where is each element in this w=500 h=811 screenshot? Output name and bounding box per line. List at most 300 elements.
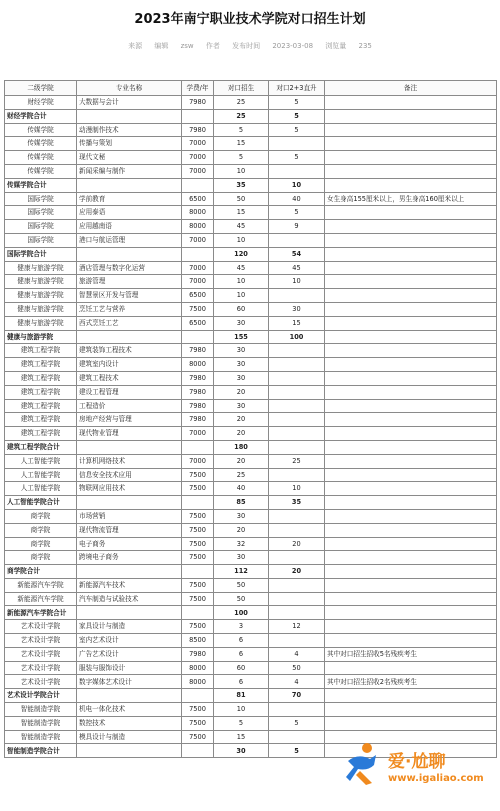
author-label: 作者 (205, 42, 220, 50)
cell-remarks (325, 689, 497, 703)
cell-college: 艺术设计学院合计 (5, 689, 77, 703)
cell-tuition: 7500 (182, 620, 214, 634)
watermark (340, 741, 500, 801)
cell-tuition: 6500 (182, 316, 214, 330)
cell-tuition: 7500 (182, 703, 214, 717)
enrollment-plan-table (4, 80, 497, 758)
publish-label: 发布时间 (232, 42, 261, 50)
cell-college: 传媒学院 (5, 137, 77, 151)
cell-college: 商学院 (5, 551, 77, 565)
cell-remarks (325, 496, 497, 510)
cell-2plus3 (269, 592, 325, 606)
cell-college: 人工智能学院合计 (5, 496, 77, 510)
cell-2plus3 (269, 385, 325, 399)
cell-college: 健康与旅游学院 (5, 302, 77, 316)
cell-remarks (325, 468, 497, 482)
cell-major: 传播与策划 (77, 137, 182, 151)
watermark-logo-icon (340, 741, 386, 787)
cell-2plus3: 100 (269, 330, 325, 344)
cell-major: 智慧景区开发与管理 (77, 289, 182, 303)
table-row (5, 703, 497, 717)
cell-2plus3: 10 (269, 178, 325, 192)
table-row (5, 468, 497, 482)
cell-major: 数字媒体艺术设计 (77, 675, 182, 689)
cell-2plus3 (269, 137, 325, 151)
cell-tuition (182, 109, 214, 123)
cell-tuition: 8000 (182, 206, 214, 220)
cell-direct-enrollment: 30 (214, 344, 269, 358)
cell-tuition: 6500 (182, 289, 214, 303)
cell-tuition (182, 565, 214, 579)
cell-2plus3 (269, 371, 325, 385)
cell-remarks (325, 178, 497, 192)
cell-2plus3: 30 (269, 302, 325, 316)
cell-2plus3: 5 (269, 151, 325, 165)
cell-tuition: 7500 (182, 468, 214, 482)
cell-tuition: 8000 (182, 220, 214, 234)
cell-direct-enrollment: 15 (214, 206, 269, 220)
cell-direct-enrollment: 10 (214, 164, 269, 178)
cell-tuition: 7500 (182, 537, 214, 551)
cell-major (77, 178, 182, 192)
publish-date: 2023-03-08 (272, 42, 314, 50)
cell-remarks (325, 220, 497, 234)
cell-tuition: 7500 (182, 302, 214, 316)
cell-college: 健康与旅游学院 (5, 261, 77, 275)
cell-remarks (325, 96, 497, 110)
cell-college: 智能制造学院 (5, 730, 77, 744)
cell-major: 建设工程管理 (77, 385, 182, 399)
cell-tuition: 7000 (182, 151, 214, 165)
table-row (5, 620, 497, 634)
header-remarks: 备注 (325, 81, 497, 96)
cell-remarks: 女生身高155厘米以上，男生身高160厘米以上 (325, 192, 497, 206)
subtotal-row (5, 440, 497, 454)
cell-direct-enrollment: 20 (214, 427, 269, 441)
table-row (5, 661, 497, 675)
cell-direct-enrollment: 20 (214, 385, 269, 399)
cell-remarks (325, 247, 497, 261)
cell-remarks (325, 523, 497, 537)
table-body (5, 96, 497, 758)
cell-remarks (325, 206, 497, 220)
table-row (5, 123, 497, 137)
cell-major: 西式烹饪工艺 (77, 316, 182, 330)
cell-college: 人工智能学院 (5, 468, 77, 482)
table-row (5, 344, 497, 358)
cell-remarks (325, 716, 497, 730)
cell-remarks (325, 620, 497, 634)
cell-college: 商学院 (5, 537, 77, 551)
cell-tuition: 7980 (182, 413, 214, 427)
cell-college: 建筑工程学院 (5, 399, 77, 413)
cell-college: 商学院 (5, 509, 77, 523)
cell-direct-enrollment: 10 (214, 233, 269, 247)
cell-major: 广告艺术设计 (77, 647, 182, 661)
cell-tuition: 7980 (182, 647, 214, 661)
views-label: 浏览量 (325, 42, 347, 50)
cell-direct-enrollment: 5 (214, 151, 269, 165)
cell-remarks: 其中对口招生招收5名残疾考生 (325, 647, 497, 661)
cell-direct-enrollment: 32 (214, 537, 269, 551)
cell-tuition: 7000 (182, 454, 214, 468)
cell-major: 汽车制造与试验技术 (77, 592, 182, 606)
cell-2plus3 (269, 730, 325, 744)
cell-2plus3: 10 (269, 482, 325, 496)
subtotal-row (5, 565, 497, 579)
cell-tuition: 7500 (182, 551, 214, 565)
cell-2plus3: 54 (269, 247, 325, 261)
cell-remarks (325, 703, 497, 717)
header-major: 专业名称 (77, 81, 182, 96)
cell-college: 健康与旅游学院 (5, 330, 77, 344)
cell-2plus3 (269, 427, 325, 441)
cell-major: 大数据与会计 (77, 96, 182, 110)
cell-major: 建筑装饰工程技术 (77, 344, 182, 358)
cell-major (77, 606, 182, 620)
subtotal-row (5, 109, 497, 123)
cell-college: 商学院合计 (5, 565, 77, 579)
cell-tuition: 7500 (182, 578, 214, 592)
cell-college: 智能制造学院合计 (5, 744, 77, 758)
cell-2plus3: 50 (269, 661, 325, 675)
cell-direct-enrollment: 81 (214, 689, 269, 703)
cell-2plus3 (269, 509, 325, 523)
cell-remarks (325, 578, 497, 592)
cell-tuition: 7980 (182, 344, 214, 358)
cell-direct-enrollment: 155 (214, 330, 269, 344)
cell-major: 信息安全技术应用 (77, 468, 182, 482)
cell-major: 建筑工程技术 (77, 371, 182, 385)
cell-major (77, 109, 182, 123)
views-count: 235 (358, 42, 372, 50)
cell-college: 传媒学院 (5, 151, 77, 165)
cell-tuition: 6500 (182, 192, 214, 206)
cell-major (77, 496, 182, 510)
cell-2plus3: 20 (269, 537, 325, 551)
cell-college: 建筑工程学院 (5, 344, 77, 358)
cell-tuition: 7500 (182, 482, 214, 496)
cell-2plus3 (269, 344, 325, 358)
cell-college: 艺术设计学院 (5, 634, 77, 648)
cell-2plus3 (269, 413, 325, 427)
table-row (5, 509, 497, 523)
cell-remarks (325, 302, 497, 316)
cell-direct-enrollment: 25 (214, 109, 269, 123)
cell-major: 电子商务 (77, 537, 182, 551)
cell-major: 模具设计与制造 (77, 730, 182, 744)
cell-remarks (325, 509, 497, 523)
cell-direct-enrollment: 5 (214, 123, 269, 137)
cell-tuition (182, 247, 214, 261)
cell-2plus3 (269, 523, 325, 537)
subtotal-row (5, 247, 497, 261)
cell-2plus3: 12 (269, 620, 325, 634)
cell-remarks (325, 137, 497, 151)
cell-direct-enrollment: 25 (214, 468, 269, 482)
cell-tuition: 7000 (182, 233, 214, 247)
cell-direct-enrollment: 45 (214, 261, 269, 275)
cell-tuition: 7000 (182, 137, 214, 151)
cell-remarks (325, 164, 497, 178)
cell-remarks (325, 330, 497, 344)
cell-college: 财经学院 (5, 96, 77, 110)
cell-direct-enrollment: 40 (214, 482, 269, 496)
cell-tuition (182, 689, 214, 703)
cell-2plus3: 5 (269, 109, 325, 123)
table-row (5, 716, 497, 730)
cell-remarks (325, 151, 497, 165)
cell-major: 房地产经营与管理 (77, 413, 182, 427)
cell-tuition: 7980 (182, 96, 214, 110)
table-row (5, 96, 497, 110)
table-row (5, 220, 497, 234)
cell-major: 新闻采编与制作 (77, 164, 182, 178)
cell-major: 应用泰语 (77, 206, 182, 220)
cell-2plus3 (269, 703, 325, 717)
table-row (5, 206, 497, 220)
cell-remarks (325, 634, 497, 648)
cell-direct-enrollment: 30 (214, 744, 269, 758)
cell-remarks (325, 261, 497, 275)
cell-2plus3: 5 (269, 716, 325, 730)
cell-remarks (325, 344, 497, 358)
cell-tuition (182, 330, 214, 344)
table-row (5, 137, 497, 151)
cell-remarks (325, 537, 497, 551)
cell-direct-enrollment: 15 (214, 137, 269, 151)
cell-direct-enrollment: 50 (214, 578, 269, 592)
cell-tuition: 7500 (182, 523, 214, 537)
table-row (5, 233, 497, 247)
cell-direct-enrollment: 60 (214, 661, 269, 675)
cell-remarks (325, 399, 497, 413)
cell-major (77, 330, 182, 344)
cell-2plus3: 5 (269, 123, 325, 137)
cell-college: 人工智能学院 (5, 482, 77, 496)
cell-major: 新能源汽车技术 (77, 578, 182, 592)
cell-college: 国际学院合计 (5, 247, 77, 261)
cell-2plus3: 40 (269, 192, 325, 206)
cell-college: 智能制造学院 (5, 716, 77, 730)
cell-major: 应用越南语 (77, 220, 182, 234)
cell-direct-enrollment: 10 (214, 289, 269, 303)
table-row (5, 413, 497, 427)
cell-remarks (325, 427, 497, 441)
cell-2plus3 (269, 289, 325, 303)
cell-college: 国际学院 (5, 206, 77, 220)
cell-2plus3: 45 (269, 261, 325, 275)
cell-tuition (182, 744, 214, 758)
table-row (5, 482, 497, 496)
cell-2plus3 (269, 440, 325, 454)
table-row (5, 578, 497, 592)
cell-major: 跨境电子商务 (77, 551, 182, 565)
table-row (5, 523, 497, 537)
cell-direct-enrollment: 20 (214, 413, 269, 427)
table-row (5, 427, 497, 441)
subtotal-row (5, 178, 497, 192)
table-row (5, 385, 497, 399)
cell-direct-enrollment: 5 (214, 716, 269, 730)
cell-tuition: 7000 (182, 275, 214, 289)
cell-2plus3 (269, 606, 325, 620)
cell-tuition: 7500 (182, 716, 214, 730)
cell-2plus3: 4 (269, 675, 325, 689)
cell-college: 健康与旅游学院 (5, 289, 77, 303)
table-row (5, 399, 497, 413)
cell-2plus3: 20 (269, 565, 325, 579)
cell-tuition: 7980 (182, 385, 214, 399)
cell-2plus3: 10 (269, 275, 325, 289)
cell-direct-enrollment: 6 (214, 647, 269, 661)
cell-college: 传媒学院 (5, 123, 77, 137)
cell-college: 建筑工程学院 (5, 413, 77, 427)
cell-tuition (182, 178, 214, 192)
cell-college: 新能源汽车学院 (5, 592, 77, 606)
header-2plus3: 对口2+3直升 (269, 81, 325, 96)
subtotal-row (5, 330, 497, 344)
cell-direct-enrollment: 120 (214, 247, 269, 261)
cell-major: 市场营销 (77, 509, 182, 523)
cell-2plus3: 35 (269, 496, 325, 510)
cell-2plus3 (269, 164, 325, 178)
cell-remarks (325, 233, 497, 247)
cell-major: 学前教育 (77, 192, 182, 206)
cell-tuition: 7500 (182, 509, 214, 523)
article-meta (0, 41, 500, 51)
cell-direct-enrollment: 10 (214, 275, 269, 289)
cell-major (77, 689, 182, 703)
cell-direct-enrollment: 20 (214, 454, 269, 468)
cell-tuition: 7980 (182, 371, 214, 385)
table-header-row (5, 81, 497, 96)
cell-remarks (325, 123, 497, 137)
cell-college: 艺术设计学院 (5, 675, 77, 689)
cell-2plus3 (269, 634, 325, 648)
cell-direct-enrollment: 10 (214, 703, 269, 717)
editor-name: zsw (180, 42, 194, 50)
cell-direct-enrollment: 30 (214, 551, 269, 565)
cell-remarks (325, 606, 497, 620)
cell-direct-enrollment: 100 (214, 606, 269, 620)
cell-major: 计算机网络技术 (77, 454, 182, 468)
table-row (5, 592, 497, 606)
cell-college: 建筑工程学院合计 (5, 440, 77, 454)
table-row (5, 371, 497, 385)
cell-remarks: 其中对口招生招收2名残疾考生 (325, 675, 497, 689)
cell-remarks (325, 371, 497, 385)
cell-direct-enrollment: 6 (214, 675, 269, 689)
cell-2plus3: 15 (269, 316, 325, 330)
cell-direct-enrollment: 30 (214, 509, 269, 523)
cell-remarks (325, 592, 497, 606)
cell-major: 港口与航运管理 (77, 233, 182, 247)
cell-direct-enrollment: 50 (214, 192, 269, 206)
cell-remarks (325, 109, 497, 123)
cell-college: 建筑工程学院 (5, 371, 77, 385)
table-row (5, 164, 497, 178)
cell-remarks (325, 482, 497, 496)
cell-direct-enrollment: 3 (214, 620, 269, 634)
cell-2plus3 (269, 233, 325, 247)
table-row (5, 289, 497, 303)
table-row (5, 192, 497, 206)
cell-2plus3: 5 (269, 96, 325, 110)
cell-direct-enrollment: 6 (214, 634, 269, 648)
cell-remarks (325, 358, 497, 372)
table-row (5, 261, 497, 275)
cell-tuition: 7980 (182, 123, 214, 137)
cell-tuition: 8000 (182, 661, 214, 675)
cell-direct-enrollment: 180 (214, 440, 269, 454)
cell-direct-enrollment: 112 (214, 565, 269, 579)
cell-tuition: 7500 (182, 592, 214, 606)
table-row (5, 675, 497, 689)
cell-major: 现代文秘 (77, 151, 182, 165)
cell-tuition: 7000 (182, 427, 214, 441)
cell-college: 建筑工程学院 (5, 385, 77, 399)
cell-major (77, 744, 182, 758)
table-row (5, 634, 497, 648)
cell-college: 建筑工程学院 (5, 358, 77, 372)
cell-direct-enrollment: 35 (214, 178, 269, 192)
cell-major: 旅游管理 (77, 275, 182, 289)
cell-major (77, 440, 182, 454)
cell-college: 艺术设计学院 (5, 620, 77, 634)
cell-direct-enrollment: 25 (214, 96, 269, 110)
cell-major: 现代物流管理 (77, 523, 182, 537)
cell-college: 新能源汽车学院合计 (5, 606, 77, 620)
cell-remarks (325, 289, 497, 303)
cell-tuition (182, 496, 214, 510)
cell-major (77, 247, 182, 261)
cell-college: 健康与旅游学院 (5, 275, 77, 289)
editor-label: 编辑 (154, 42, 169, 50)
cell-direct-enrollment: 30 (214, 316, 269, 330)
cell-tuition: 7980 (182, 399, 214, 413)
table-row (5, 316, 497, 330)
cell-2plus3: 25 (269, 454, 325, 468)
cell-remarks (325, 551, 497, 565)
cell-2plus3 (269, 358, 325, 372)
cell-tuition: 8500 (182, 634, 214, 648)
cell-remarks (325, 316, 497, 330)
cell-direct-enrollment: 15 (214, 730, 269, 744)
cell-direct-enrollment: 30 (214, 371, 269, 385)
cell-tuition: 7000 (182, 261, 214, 275)
cell-remarks (325, 565, 497, 579)
cell-major: 机电一体化技术 (77, 703, 182, 717)
cell-remarks (325, 454, 497, 468)
cell-college: 国际学院 (5, 192, 77, 206)
cell-2plus3: 5 (269, 744, 325, 758)
cell-college: 智能制造学院 (5, 703, 77, 717)
cell-college: 新能源汽车学院 (5, 578, 77, 592)
cell-college: 艺术设计学院 (5, 647, 77, 661)
cell-tuition: 8000 (182, 675, 214, 689)
subtotal-row (5, 496, 497, 510)
cell-college: 国际学院 (5, 233, 77, 247)
cell-major: 室内艺术设计 (77, 634, 182, 648)
cell-direct-enrollment: 30 (214, 358, 269, 372)
cell-2plus3 (269, 399, 325, 413)
cell-college: 传媒学院 (5, 164, 77, 178)
cell-2plus3 (269, 468, 325, 482)
cell-remarks (325, 440, 497, 454)
cell-direct-enrollment: 20 (214, 523, 269, 537)
header-direct-enrollment: 对口招生 (214, 81, 269, 96)
